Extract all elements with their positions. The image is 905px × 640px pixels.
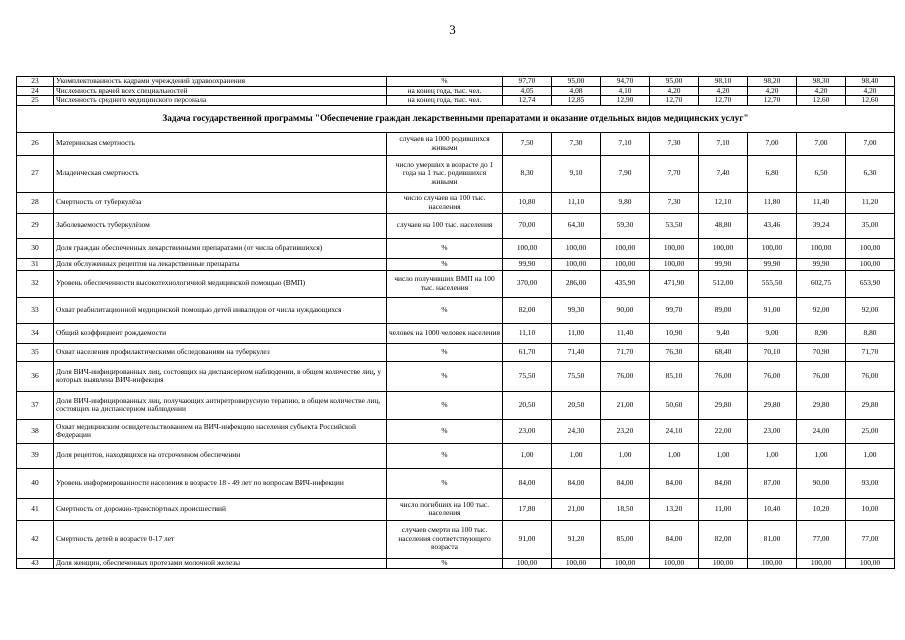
indicator-value: 10,90	[650, 323, 699, 343]
indicator-value: 50,60	[650, 391, 699, 419]
indicator-value: 68,40	[699, 343, 748, 361]
indicator-value: 4,20	[748, 86, 797, 96]
table-row	[17, 132, 895, 155]
indicator-name: Численность врачей всех специальностей	[54, 86, 387, 96]
section-row	[17, 105, 895, 132]
indicator-value: 99,90	[797, 258, 846, 270]
indicator-value: 70,10	[748, 343, 797, 361]
indicator-value: 4,10	[601, 86, 650, 96]
indicator-value: 602,75	[797, 270, 846, 297]
indicator-value: 82,00	[503, 297, 552, 323]
indicator-value: 12,10	[699, 192, 748, 213]
row-number: 24	[17, 86, 54, 96]
indicator-value: 12,60	[846, 96, 895, 106]
indicator-value: 11,00	[552, 323, 601, 343]
indicator-value: 76,00	[748, 361, 797, 391]
indicator-value: 7,00	[748, 132, 797, 155]
unit-of-measure: случаев на 100 тыс. населения	[387, 213, 503, 238]
table-row	[17, 498, 895, 520]
indicator-value: 97,70	[503, 77, 552, 87]
indicator-name: Доля ВИЧ-инфицированных лиц, получающих антиретровирусную терапию, в общем количестве лиц, состоящих на диспансерном наблюдении	[54, 391, 387, 419]
unit-of-measure: %	[387, 258, 503, 270]
table-row	[17, 391, 895, 419]
indicator-name: Смертность от дорожно-транспортных происшествий	[54, 498, 387, 520]
indicator-value: 12,85	[552, 96, 601, 106]
row-number: 34	[17, 323, 54, 343]
table-row	[17, 213, 895, 238]
indicator-value: 91,00	[748, 297, 797, 323]
indicator-value: 9,10	[552, 155, 601, 192]
table-row	[17, 558, 895, 568]
unit-of-measure: число случаев на 100 тыс. населения	[387, 192, 503, 213]
indicator-name: Общий коэффициент рождаемости	[54, 323, 387, 343]
row-number: 35	[17, 343, 54, 361]
indicator-value: 99,70	[650, 297, 699, 323]
indicator-value: 100,00	[552, 258, 601, 270]
table-row	[17, 361, 895, 391]
table-row	[17, 343, 895, 361]
unit-of-measure: %	[387, 468, 503, 498]
indicator-value: 48,80	[699, 213, 748, 238]
indicator-value: 1,00	[650, 443, 699, 468]
indicator-value: 471,90	[650, 270, 699, 297]
indicator-name: Заболеваемость туберкулёзом	[54, 213, 387, 238]
table-row	[17, 258, 895, 270]
unit-of-measure: на конец года, тыс. чел.	[387, 86, 503, 96]
table-row	[17, 419, 895, 443]
indicator-value: 76,00	[699, 361, 748, 391]
indicator-name: Охват населения профилактическими обследованиям на туберкулез	[54, 343, 387, 361]
indicator-value: 12,70	[650, 96, 699, 106]
indicator-value: 10,80	[503, 192, 552, 213]
indicator-value: 76,00	[846, 361, 895, 391]
row-number: 23	[17, 77, 54, 87]
indicator-value: 90,00	[601, 297, 650, 323]
indicator-name: Смертность детей в возрасте 0-17 лет	[54, 520, 387, 558]
indicator-value: 100,00	[552, 238, 601, 258]
table-row	[17, 468, 895, 498]
indicator-value: 99,90	[699, 258, 748, 270]
indicator-value: 70,00	[503, 213, 552, 238]
row-number: 28	[17, 192, 54, 213]
indicator-value: 7,10	[601, 132, 650, 155]
table-row	[17, 96, 895, 106]
indicator-value: 6,80	[748, 155, 797, 192]
indicator-name: Доля обслуженных рецептов на лекарственные препараты	[54, 258, 387, 270]
indicator-value: 4,08	[552, 86, 601, 96]
indicator-value: 10,00	[846, 498, 895, 520]
row-number: 42	[17, 520, 54, 558]
unit-of-measure: %	[387, 419, 503, 443]
indicator-value: 93,00	[846, 468, 895, 498]
indicator-value: 29,80	[797, 391, 846, 419]
indicator-value: 84,00	[699, 468, 748, 498]
indicator-value: 98,20	[748, 77, 797, 87]
indicator-value: 98,40	[846, 77, 895, 87]
indicator-value: 100,00	[601, 558, 650, 568]
indicator-value: 20,50	[552, 391, 601, 419]
unit-of-measure: число получивших ВМП на 100 тыс. населения	[387, 270, 503, 297]
indicator-value: 4,20	[650, 86, 699, 96]
section-title: Задача государственной программы "Обеспечение граждан лекарственными препаратами и оказание отдельных видов медицинских услуг"	[17, 105, 895, 132]
indicator-value: 100,00	[797, 558, 846, 568]
indicators-table	[16, 76, 895, 569]
indicator-value: 87,00	[748, 468, 797, 498]
indicator-name: Доля рецептов, находящихся на отсроченном обеспечении	[54, 443, 387, 468]
table-row	[17, 323, 895, 343]
row-number: 30	[17, 238, 54, 258]
indicator-value: 1,00	[552, 443, 601, 468]
indicator-value: 71,70	[846, 343, 895, 361]
indicator-value: 21,00	[552, 498, 601, 520]
indicator-name: Материнская смертность	[54, 132, 387, 155]
row-number: 39	[17, 443, 54, 468]
indicator-value: 71,70	[601, 343, 650, 361]
indicator-value: 84,00	[601, 468, 650, 498]
indicator-value: 100,00	[503, 558, 552, 568]
indicator-value: 91,00	[503, 520, 552, 558]
indicator-value: 512,00	[699, 270, 748, 297]
indicator-value: 100,00	[846, 258, 895, 270]
indicator-value: 100,00	[846, 558, 895, 568]
indicator-value: 11,40	[797, 192, 846, 213]
table-row	[17, 443, 895, 468]
indicator-value: 92,00	[846, 297, 895, 323]
unit-of-measure: человек на 1000 человек населения	[387, 323, 503, 343]
indicator-value: 24,10	[650, 419, 699, 443]
indicator-value: 1,00	[503, 443, 552, 468]
indicator-value: 24,00	[797, 419, 846, 443]
table-row	[17, 155, 895, 192]
indicator-value: 59,30	[601, 213, 650, 238]
indicator-value: 71,40	[552, 343, 601, 361]
indicator-value: 653,90	[846, 270, 895, 297]
unit-of-measure: %	[387, 238, 503, 258]
unit-of-measure: %	[387, 361, 503, 391]
indicator-value: 92,00	[797, 297, 846, 323]
indicator-value: 84,00	[552, 468, 601, 498]
indicator-value: 7,00	[846, 132, 895, 155]
row-number: 25	[17, 96, 54, 106]
indicator-name: Уровень обеспеченности высокотехнологичной медицинской помощью (ВМП)	[54, 270, 387, 297]
indicator-value: 11,10	[503, 323, 552, 343]
table-row	[17, 297, 895, 323]
unit-of-measure: %	[387, 297, 503, 323]
indicator-value: 12,70	[699, 96, 748, 106]
unit-of-measure: на конец года, тыс. чел.	[387, 96, 503, 106]
indicator-value: 82,00	[699, 520, 748, 558]
row-number: 37	[17, 391, 54, 419]
unit-of-measure: случаев смерти на 100 тыс. населения соответствующего возраста	[387, 520, 503, 558]
indicator-name: Доля ВИЧ-инфицированных лиц, состоящих на диспансерном наблюдении, в общем количестве лиц, у которых выявлена ВИЧ-инфекция	[54, 361, 387, 391]
indicator-value: 99,90	[748, 258, 797, 270]
indicator-value: 25,00	[846, 419, 895, 443]
indicator-value: 8,90	[797, 323, 846, 343]
unit-of-measure: случаев на 1000 родившихся живыми	[387, 132, 503, 155]
indicator-value: 8,30	[503, 155, 552, 192]
indicator-name: Охват реабилитационной медицинской помощью детей инвалидов от числа нуждающихся	[54, 297, 387, 323]
indicator-value: 7,30	[650, 192, 699, 213]
indicator-value: 7,40	[699, 155, 748, 192]
indicator-value: 6,30	[846, 155, 895, 192]
indicator-value: 10,20	[797, 498, 846, 520]
indicator-value: 76,00	[797, 361, 846, 391]
indicator-value: 7,30	[552, 132, 601, 155]
table-row	[17, 192, 895, 213]
indicator-value: 4,20	[797, 86, 846, 96]
indicator-value: 85,00	[601, 520, 650, 558]
indicator-value: 99,90	[503, 258, 552, 270]
indicator-value: 84,00	[650, 520, 699, 558]
indicator-value: 7,50	[503, 132, 552, 155]
indicator-value: 39,24	[797, 213, 846, 238]
unit-of-measure: %	[387, 77, 503, 87]
indicator-value: 7,00	[797, 132, 846, 155]
indicator-value: 100,00	[601, 238, 650, 258]
indicator-value: 100,00	[650, 238, 699, 258]
row-number: 36	[17, 361, 54, 391]
indicator-value: 21,00	[601, 391, 650, 419]
indicator-value: 11,20	[846, 192, 895, 213]
indicator-value: 53,50	[650, 213, 699, 238]
indicator-value: 85,10	[650, 361, 699, 391]
indicator-value: 89,00	[699, 297, 748, 323]
indicator-value: 7,70	[650, 155, 699, 192]
indicator-value: 100,00	[797, 238, 846, 258]
indicator-value: 29,80	[748, 391, 797, 419]
indicator-value: 9,80	[601, 192, 650, 213]
indicator-value: 91,20	[552, 520, 601, 558]
indicator-value: 435,90	[601, 270, 650, 297]
indicator-value: 100,00	[699, 238, 748, 258]
indicator-value: 11,80	[748, 192, 797, 213]
table-row	[17, 270, 895, 297]
indicator-name: Укомплектованность кадрами учреждений здравоохранения	[54, 77, 387, 87]
unit-of-measure: %	[387, 443, 503, 468]
indicator-value: 29,80	[699, 391, 748, 419]
indicator-value: 29,80	[846, 391, 895, 419]
row-number: 33	[17, 297, 54, 323]
indicator-value: 100,00	[650, 258, 699, 270]
unit-of-measure: %	[387, 391, 503, 419]
indicator-value: 1,00	[797, 443, 846, 468]
indicator-value: 84,00	[503, 468, 552, 498]
indicator-name: Смертность от туберкулёза	[54, 192, 387, 213]
row-number: 43	[17, 558, 54, 568]
indicator-value: 6,50	[797, 155, 846, 192]
indicator-value: 75,50	[503, 361, 552, 391]
indicator-value: 98,30	[797, 77, 846, 87]
indicator-value: 1,00	[699, 443, 748, 468]
indicator-value: 100,00	[503, 238, 552, 258]
indicator-value: 77,00	[797, 520, 846, 558]
indicator-value: 95,00	[552, 77, 601, 87]
indicator-value: 100,00	[748, 558, 797, 568]
indicator-value: 76,30	[650, 343, 699, 361]
indicator-name: Численность среднего медицинского персонала	[54, 96, 387, 106]
unit-of-measure: число умерших в возрасте до 1 года на 1 тыс. родившихся живыми	[387, 155, 503, 192]
indicator-value: 61,70	[503, 343, 552, 361]
row-number: 38	[17, 419, 54, 443]
indicator-value: 7,90	[601, 155, 650, 192]
indicator-value: 12,60	[797, 96, 846, 106]
indicator-value: 84,00	[650, 468, 699, 498]
unit-of-measure: %	[387, 343, 503, 361]
indicator-value: 98,10	[699, 77, 748, 87]
indicator-value: 75,50	[552, 361, 601, 391]
indicator-value: 18,50	[601, 498, 650, 520]
indicator-value: 81,00	[748, 520, 797, 558]
indicator-value: 99,30	[552, 297, 601, 323]
row-number: 26	[17, 132, 54, 155]
indicator-value: 11,00	[699, 498, 748, 520]
row-number: 31	[17, 258, 54, 270]
table-row	[17, 238, 895, 258]
indicator-value: 76,00	[601, 361, 650, 391]
indicator-value: 7,30	[650, 132, 699, 155]
row-number: 27	[17, 155, 54, 192]
unit-of-measure: %	[387, 558, 503, 568]
indicator-value: 23,20	[601, 419, 650, 443]
indicator-value: 95,00	[650, 77, 699, 87]
indicator-name: Доля женщин, обеспеченных протезами молочной железы	[54, 558, 387, 568]
indicator-value: 70,90	[797, 343, 846, 361]
indicator-value: 100,00	[601, 258, 650, 270]
indicator-name: Уровень информированности населения в возрасте 18 - 49 лет по вопросам ВИЧ-инфекции	[54, 468, 387, 498]
indicator-value: 1,00	[601, 443, 650, 468]
indicator-value: 23,00	[748, 419, 797, 443]
indicator-value: 23,00	[503, 419, 552, 443]
row-number: 29	[17, 213, 54, 238]
row-number: 40	[17, 468, 54, 498]
indicator-value: 100,00	[699, 558, 748, 568]
indicator-value: 8,80	[846, 323, 895, 343]
indicator-value: 12,74	[503, 96, 552, 106]
table-row	[17, 77, 895, 87]
indicator-value: 35,00	[846, 213, 895, 238]
indicator-value: 4,20	[699, 86, 748, 96]
indicator-value: 100,00	[650, 558, 699, 568]
indicator-value: 24,30	[552, 419, 601, 443]
row-number: 32	[17, 270, 54, 297]
indicator-value: 7,10	[699, 132, 748, 155]
indicator-value: 100,00	[846, 238, 895, 258]
indicator-value: 64,30	[552, 213, 601, 238]
page-number: 3	[449, 22, 456, 37]
indicator-value: 20,50	[503, 391, 552, 419]
indicator-value: 90,00	[797, 468, 846, 498]
indicator-name: Младенческая смертность	[54, 155, 387, 192]
indicator-value: 94,70	[601, 77, 650, 87]
indicator-value: 555,50	[748, 270, 797, 297]
table-row	[17, 86, 895, 96]
row-number: 41	[17, 498, 54, 520]
indicator-value: 100,00	[748, 238, 797, 258]
indicator-value: 77,00	[846, 520, 895, 558]
indicator-value: 1,00	[846, 443, 895, 468]
indicator-value: 43,46	[748, 213, 797, 238]
indicator-value: 100,00	[552, 558, 601, 568]
indicator-value: 12,70	[748, 96, 797, 106]
indicator-value: 12,90	[601, 96, 650, 106]
indicator-name: Охват медицинским освидетельствованием на ВИЧ-инфекцию населения субъекта Российской Федерации	[54, 419, 387, 443]
indicator-value: 370,00	[503, 270, 552, 297]
indicator-value: 9,40	[699, 323, 748, 343]
indicator-name: Доля граждан обеспеченных лекарственными препаратами (от числа обратившихся)	[54, 238, 387, 258]
indicator-value: 17,80	[503, 498, 552, 520]
indicator-value: 286,00	[552, 270, 601, 297]
indicator-value: 1,00	[748, 443, 797, 468]
indicator-value: 11,10	[552, 192, 601, 213]
indicator-value: 4,05	[503, 86, 552, 96]
indicator-value: 22,00	[699, 419, 748, 443]
table-row	[17, 520, 895, 558]
indicator-value: 9,00	[748, 323, 797, 343]
unit-of-measure: число погибших на 100 тыс. населения	[387, 498, 503, 520]
indicator-value: 4,20	[846, 86, 895, 96]
indicator-value: 10,40	[748, 498, 797, 520]
indicator-value: 13,20	[650, 498, 699, 520]
indicator-value: 11,40	[601, 323, 650, 343]
